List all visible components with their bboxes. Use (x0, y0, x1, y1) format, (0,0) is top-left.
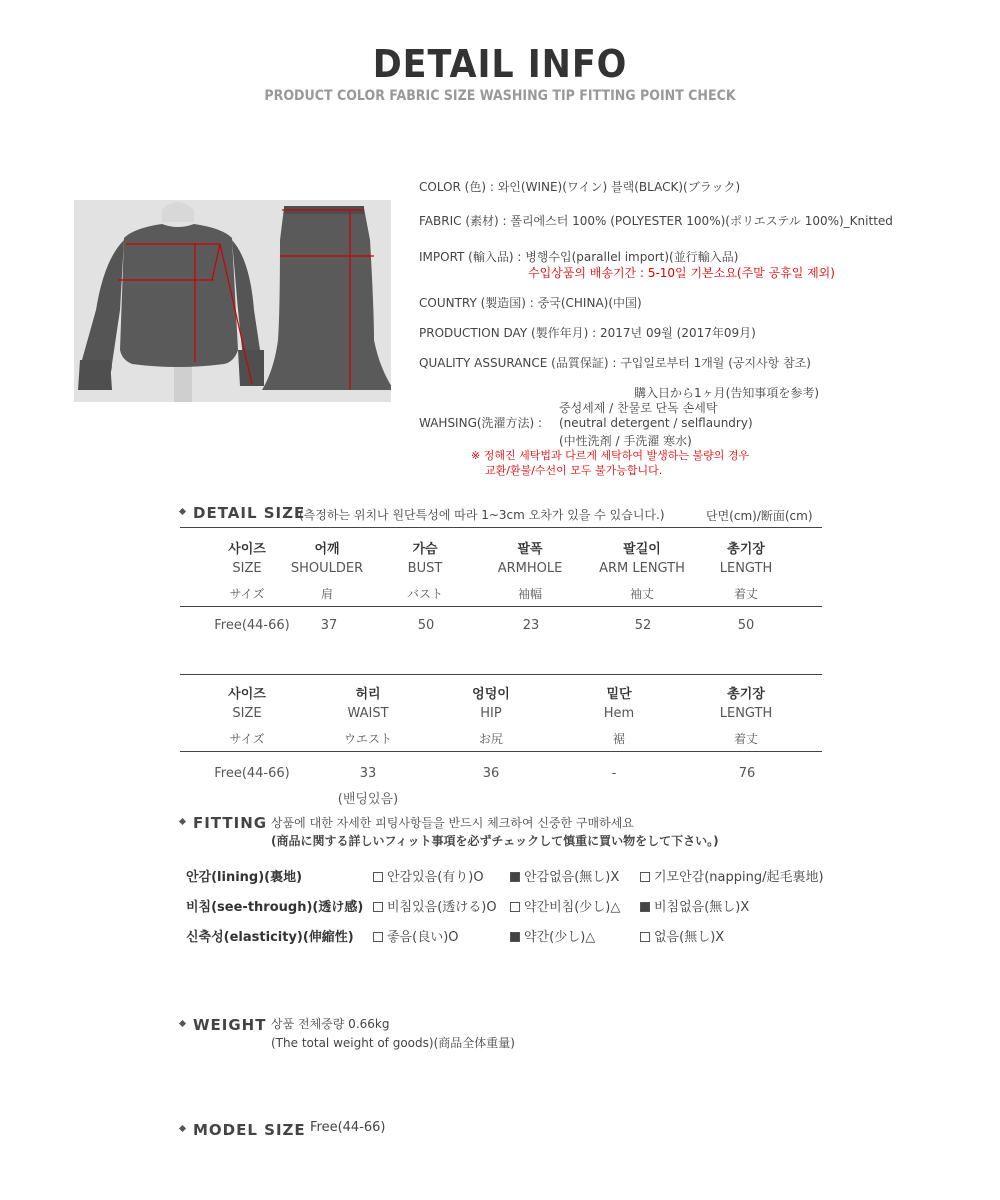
fitting-note-1: 상품에 대한 자세한 피팅사항들을 반드시 체크하여 신중한 구매하세요 (271, 816, 634, 830)
header-ko: 밑단 (606, 687, 632, 702)
table-top-rule (180, 527, 822, 528)
fabric-info: FABRIC (素材) : 폴리에스터 100% (POLYESTER 100%)(ポリエステル 100%)_Knitted (419, 214, 893, 228)
header-jp: 着丈 (733, 732, 758, 746)
detail-size-unit: 단면(cm)/断面(cm) (706, 509, 813, 523)
weight-value: 상품 전체중량 0.66kg (271, 1017, 390, 1031)
header-en: ARMHOLE (497, 561, 563, 576)
header-ko: 팔길이 (623, 542, 661, 557)
header-en: SHOULDER (290, 561, 364, 576)
waist-value: 33 (359, 766, 377, 781)
hip-value: 36 (482, 766, 500, 781)
import-note: 수입상품의 배송기간 : 5-10일 기본소요(주말 공휴일 제외) (528, 266, 835, 280)
elasticity-option: 없음(無し)X (640, 926, 724, 945)
size-value: Free(44-66) (214, 618, 290, 633)
checkbox-icon (640, 872, 650, 882)
checkbox-icon (640, 932, 650, 942)
diamond-bullet-icon (179, 1125, 186, 1132)
length-value: 50 (737, 618, 755, 633)
header-ko: 엉덩이 (472, 687, 510, 702)
table-bottom-rule (180, 674, 822, 675)
weight-note: (The total weight of goods)(商品全体重量) (271, 1036, 515, 1050)
header-jp: ウエスト (343, 732, 392, 746)
table-top-divider (180, 606, 822, 607)
header-ko: 총기장 (727, 687, 765, 702)
model-size-value: Free(44-66) (310, 1120, 386, 1135)
waist-note: (밴딩있음) (337, 792, 399, 807)
detail-size-heading: DETAIL SIZE (180, 503, 305, 522)
header-en: ARM LENGTH (599, 561, 685, 576)
page-subtitle: PRODUCT COLOR FABRIC SIZE WASHING TIP FITTING POINT CHECK (264, 88, 736, 104)
header-jp: 袖丈 (629, 587, 654, 601)
header-en: SIZE (232, 706, 262, 721)
header-en: HIP (480, 706, 502, 721)
header-en: Hem (603, 706, 635, 721)
header-ko: 총기장 (727, 542, 765, 557)
shoulder-value: 37 (320, 618, 338, 633)
header-jp: お尻 (478, 732, 503, 746)
checkbox-checked-icon (640, 902, 650, 912)
weight-heading: WEIGHT (180, 1015, 266, 1034)
header-en: BUST (407, 561, 443, 576)
washing-line-3: (中性洗剤 / 手洗濯 寒水) (559, 434, 692, 448)
header-en: SIZE (232, 561, 262, 576)
see-through-option: 비침있음(透ける)O (373, 896, 497, 915)
washing-label: WAHSING(洗濯方法) : (419, 416, 543, 430)
checkbox-icon (373, 902, 383, 912)
color-info: COLOR (色) : 와인(WINE)(ワイン) 블랙(BLACK)(ブラック) (419, 180, 741, 194)
header-ko: 사이즈 (228, 542, 266, 557)
production-day-info: PRODUCTION DAY (製作年月) : 2017년 09월 (2017年09月) (419, 326, 756, 340)
elasticity-label: 신축성(elasticity)(伸縮性) (186, 930, 354, 945)
checkbox-checked-icon (510, 872, 520, 882)
bust-value: 50 (417, 618, 435, 633)
washing-warning-1: ※ 정해진 세탁법과 다르게 세탁하여 발생하는 불량의 경우 (471, 449, 750, 462)
header-jp: 着丈 (733, 587, 758, 601)
product-photo (74, 200, 391, 402)
header-ko: 어깨 (314, 542, 340, 557)
length-value: 76 (738, 766, 756, 781)
lining-option: 안감없음(無し)X (510, 866, 619, 885)
elasticity-option: 좋음(良い)O (373, 926, 459, 945)
fitting-note-2: (商品に関する詳しいフィット事項を必ずチェックして慎重に買い物をして下さい。) (271, 834, 719, 848)
header-ko: 사이즈 (228, 687, 266, 702)
header-en: WAIST (347, 706, 389, 721)
diamond-bullet-icon (179, 508, 186, 515)
see-through-label: 비침(see-through)(透け感) (186, 900, 364, 915)
header-en: LENGTH (719, 706, 773, 721)
header-jp: サイズ (229, 587, 265, 601)
header-en: LENGTH (719, 561, 773, 576)
diamond-bullet-icon (179, 1020, 186, 1027)
washing-warning-2: 교환/환불/수선이 모두 불가능합니다. (485, 464, 663, 477)
header-jp: 肩 (320, 587, 333, 601)
lining-option: 기모안감(napping/起毛裏地) (640, 866, 824, 885)
size-value: Free(44-66) (214, 766, 290, 781)
header-ko: 허리 (355, 687, 381, 702)
see-through-option: 비침없음(無し)X (640, 896, 749, 915)
checkbox-icon (373, 932, 383, 942)
lining-option: 안감있음(有り)O (373, 866, 484, 885)
arm-length-value: 52 (634, 618, 652, 633)
header-jp: サイズ (229, 732, 265, 746)
table-bottom-divider (180, 751, 822, 752)
page-title: DETAIL INFO (372, 42, 628, 86)
import-info: IMPORT (輸入品) : 병행수입(parallel import)(並行輸入品) (419, 250, 739, 264)
header-jp: バスト (406, 587, 443, 601)
header-ko: 팔폭 (517, 542, 543, 557)
fitting-heading: FITTING (180, 813, 267, 832)
washing-line-1: 중성세제 / 찬물로 단독 손세탁 (559, 401, 718, 415)
elasticity-option: 약간(少し)△ (510, 926, 595, 945)
header-jp: 裾 (612, 732, 625, 746)
quality-info-jp: 購入日から1ヶ月(告知事項を参考) (634, 386, 819, 400)
washing-line-2: (neutral detergent / selflaundry) (559, 416, 753, 430)
see-through-option: 약간비침(少し)△ (510, 896, 620, 915)
model-size-heading: MODEL SIZE (180, 1120, 306, 1139)
checkbox-checked-icon (510, 932, 520, 942)
header-jp: 袖幅 (517, 587, 542, 601)
lining-label: 안감(lining)(裏地) (186, 870, 303, 885)
quality-info: QUALITY ASSURANCE (品質保証) : 구입일로부터 1개월 (공지사항 참조) (419, 356, 811, 370)
header-ko: 가슴 (412, 542, 438, 557)
detail-size-note: (측정하는 위치나 원단특성에 따라 1~3cm 오차가 있을 수 있습니다.) (299, 508, 665, 522)
diamond-bullet-icon (179, 818, 186, 825)
country-info: COUNTRY (製造国) : 중국(CHINA)(中国) (419, 296, 642, 310)
armhole-value: 23 (522, 618, 540, 633)
checkbox-icon (510, 902, 520, 912)
checkbox-icon (373, 872, 383, 882)
hem-value: - (611, 766, 617, 781)
